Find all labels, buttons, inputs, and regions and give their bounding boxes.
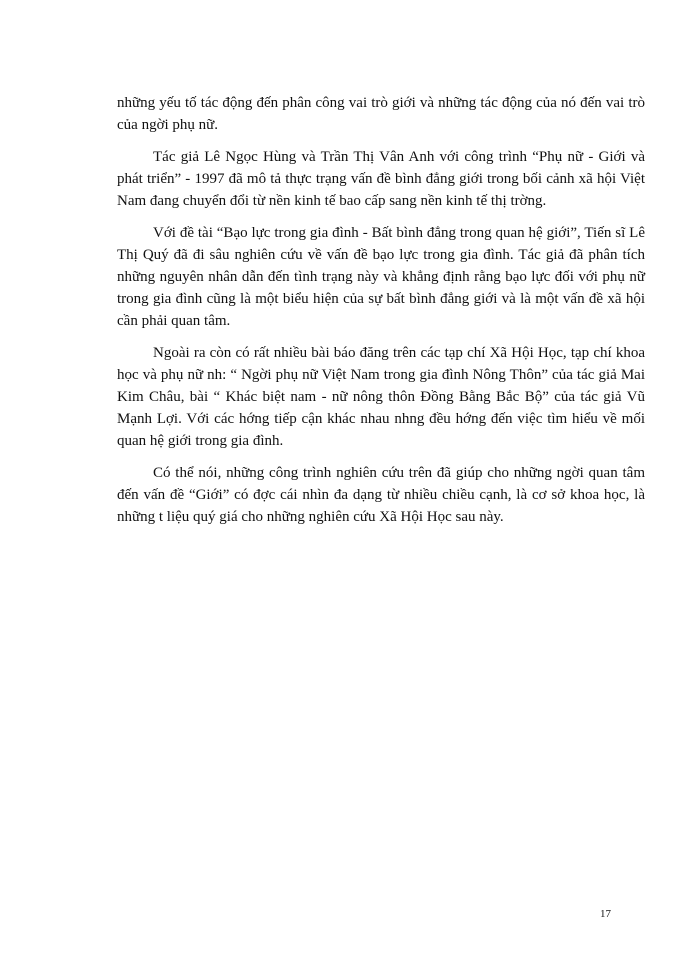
paragraph-le-ngoc-hung: Tác giả Lê Ngọc Hùng và Trần Thị Vân Anh với công trình “Phụ nữ - Giới và phát triển” - 1997 đã mô tả thực trạng vấn đề bình đẳng giới trong bối cảnh xã hội Việt Nam đang chuyển đổi từ nền kinh tế bao cấp sang nền kinh tế thị trờng. [117,149,645,209]
paragraph-other-articles: Ngoài ra còn có rất nhiều bài báo đăng trên các tạp chí Xã Hội Học, tạp chí khoa học và phụ nữ nh: “ Ngời phụ nữ Việt Nam trong gia đình Nông Thôn” của tác giả Mai Kim Châu, bài “ Khác biệt nam - nữ nông thôn Đồng Bằng Bắc Bộ” của tác giả Vũ Mạnh Lợi. Với các hớng tiếp cận khác nhau nhng đều hớng đến việc tìm hiểu về mối quan hệ giới trong gia đình. [117,345,645,449]
paragraph-le-thi-quy: Với đề tài “Bạo lực trong gia đình - Bất bình đẳng trong quan hệ giới”, Tiến sĩ Lê Thị Quý đã đi sâu nghiên cứu về vấn đề bạo lực trong gia đình. Tác giả đã phân tích những nguyên nhân dẫn đến tình trạng này và khẳng định rằng bạo lực đối với phụ nữ trong gia đình cũng là một biểu hiện của sự bất bình đẳng giới và là một vấn đề xã hội cần phải quan tâm. [117,225,645,329]
page-number: 17 [600,908,611,920]
paragraph-continuation: những yếu tố tác động đến phân công vai trò giới và những tác động của nó đến vai trò của ngời phụ nữ. [117,95,645,133]
paragraph-conclusion: Có thể nói, những công trình nghiên cứu trên đã giúp cho những ngời quan tâm đến vấn đề “Giới” có đợc cái nhìn đa dạng từ nhiều chiều cạnh, là cơ sở khoa học, là những t liệu quý giá cho những nghiên cứu Xã Hội Học sau này. [117,465,645,525]
body-text [117,92,645,538]
